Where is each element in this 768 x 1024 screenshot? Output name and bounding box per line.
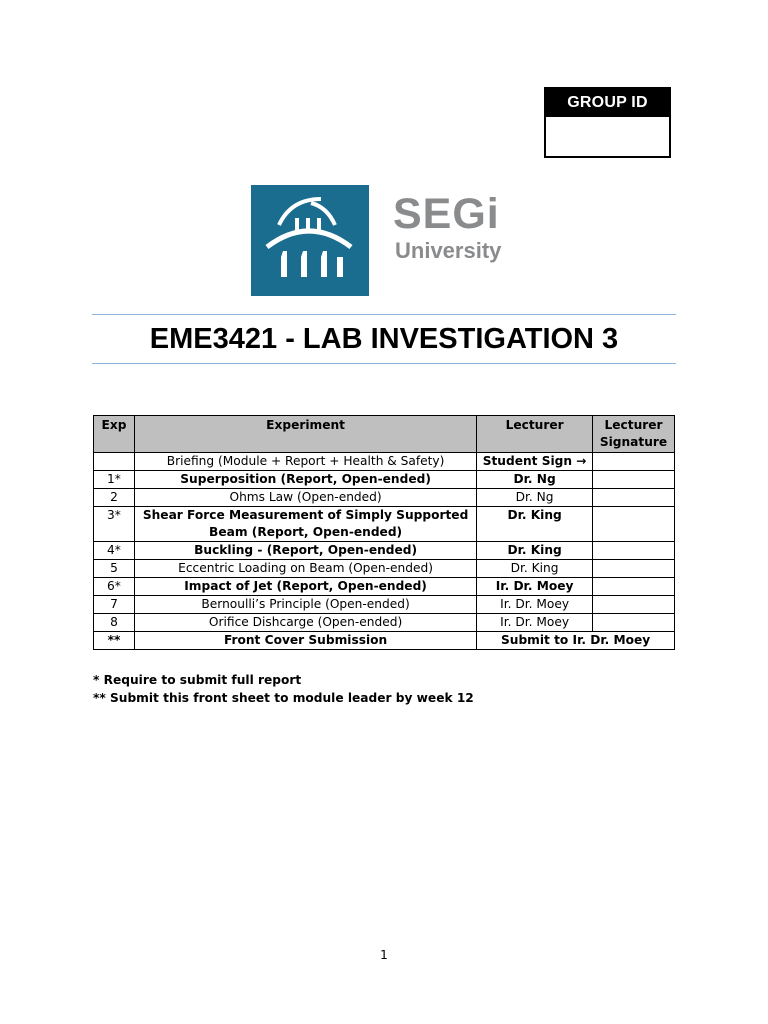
university-logo-icon bbox=[251, 185, 369, 296]
cell-experiment: Ohms Law (Open-ended) bbox=[134, 489, 476, 507]
table-row bbox=[94, 453, 675, 471]
table-row bbox=[94, 507, 675, 542]
table-row bbox=[94, 632, 675, 650]
cell-exp: 3* bbox=[94, 507, 135, 542]
header-lecturer: Lecturer bbox=[477, 416, 593, 453]
cell-signature[interactable] bbox=[593, 596, 675, 614]
experiment-table bbox=[93, 415, 675, 650]
cell-lecturer: Submit to Ir. Dr. Moey bbox=[477, 632, 675, 650]
table-row bbox=[94, 614, 675, 632]
footnotes bbox=[93, 671, 474, 707]
cell-exp: ** bbox=[94, 632, 135, 650]
header-experiment: Experiment bbox=[134, 416, 476, 453]
title-top-rule bbox=[92, 314, 676, 315]
table-row bbox=[94, 542, 675, 560]
cell-experiment: Front Cover Submission bbox=[134, 632, 476, 650]
cell-exp: 1* bbox=[94, 471, 135, 489]
footnote-submission: ** Submit this front sheet to module leader by week 12 bbox=[93, 691, 474, 705]
cell-exp: 7 bbox=[94, 596, 135, 614]
title-bottom-rule bbox=[92, 363, 676, 364]
table-header-row bbox=[94, 416, 675, 453]
page-number: 1 bbox=[380, 948, 388, 962]
cell-exp: 8 bbox=[94, 614, 135, 632]
cell-lecturer: Dr. Ng bbox=[477, 489, 593, 507]
cell-experiment: Superposition (Report, Open-ended) bbox=[134, 471, 476, 489]
cell-lecturer: Student Sign → bbox=[477, 453, 593, 471]
cell-lecturer: Dr. King bbox=[477, 542, 593, 560]
cell-exp: 5 bbox=[94, 560, 135, 578]
header-signature: Lecturer Signature bbox=[593, 416, 675, 453]
cell-signature[interactable] bbox=[593, 471, 675, 489]
group-id-label: GROUP ID bbox=[546, 89, 669, 117]
cell-lecturer: Ir. Dr. Moey bbox=[477, 614, 593, 632]
cell-experiment: Orifice Dishcarge (Open-ended) bbox=[134, 614, 476, 632]
table-row bbox=[94, 578, 675, 596]
page-title: EME3421 - LAB INVESTIGATION 3 bbox=[149, 323, 619, 355]
cell-lecturer: Dr. King bbox=[477, 560, 593, 578]
cell-lecturer: Ir. Dr. Moey bbox=[477, 578, 593, 596]
cell-experiment: Eccentric Loading on Beam (Open-ended) bbox=[134, 560, 476, 578]
cell-signature[interactable] bbox=[593, 453, 675, 471]
cell-experiment: Impact of Jet (Report, Open-ended) bbox=[134, 578, 476, 596]
logo-name: SEGi bbox=[393, 190, 500, 238]
cell-lecturer: Dr. King bbox=[477, 507, 593, 542]
cell-exp: 6* bbox=[94, 578, 135, 596]
cell-exp bbox=[94, 453, 135, 471]
footnote-report: * Require to submit full report bbox=[93, 673, 302, 687]
cell-signature[interactable] bbox=[593, 507, 675, 542]
cell-signature[interactable] bbox=[593, 614, 675, 632]
cell-signature[interactable] bbox=[593, 578, 675, 596]
table-row bbox=[94, 489, 675, 507]
header-exp: Exp bbox=[94, 416, 135, 453]
cell-experiment: Bernoulli’s Principle (Open-ended) bbox=[134, 596, 476, 614]
cell-experiment: Buckling - (Report, Open-ended) bbox=[134, 542, 476, 560]
logo-subtitle: University bbox=[395, 238, 502, 263]
cell-experiment: Briefing (Module + Report + Health & Safety) bbox=[134, 453, 476, 471]
table-row bbox=[94, 471, 675, 489]
cell-exp: 4* bbox=[94, 542, 135, 560]
cell-lecturer: Dr. Ng bbox=[477, 471, 593, 489]
group-id-box bbox=[544, 87, 671, 158]
cell-signature[interactable] bbox=[593, 560, 675, 578]
cell-lecturer: Ir. Dr. Moey bbox=[477, 596, 593, 614]
cell-experiment: Shear Force Measurement of Simply Supported Beam (Report, Open-ended) bbox=[134, 507, 476, 542]
cell-signature[interactable] bbox=[593, 542, 675, 560]
cell-exp: 2 bbox=[94, 489, 135, 507]
cell-signature[interactable] bbox=[593, 489, 675, 507]
table-row bbox=[94, 560, 675, 578]
table-row bbox=[94, 596, 675, 614]
